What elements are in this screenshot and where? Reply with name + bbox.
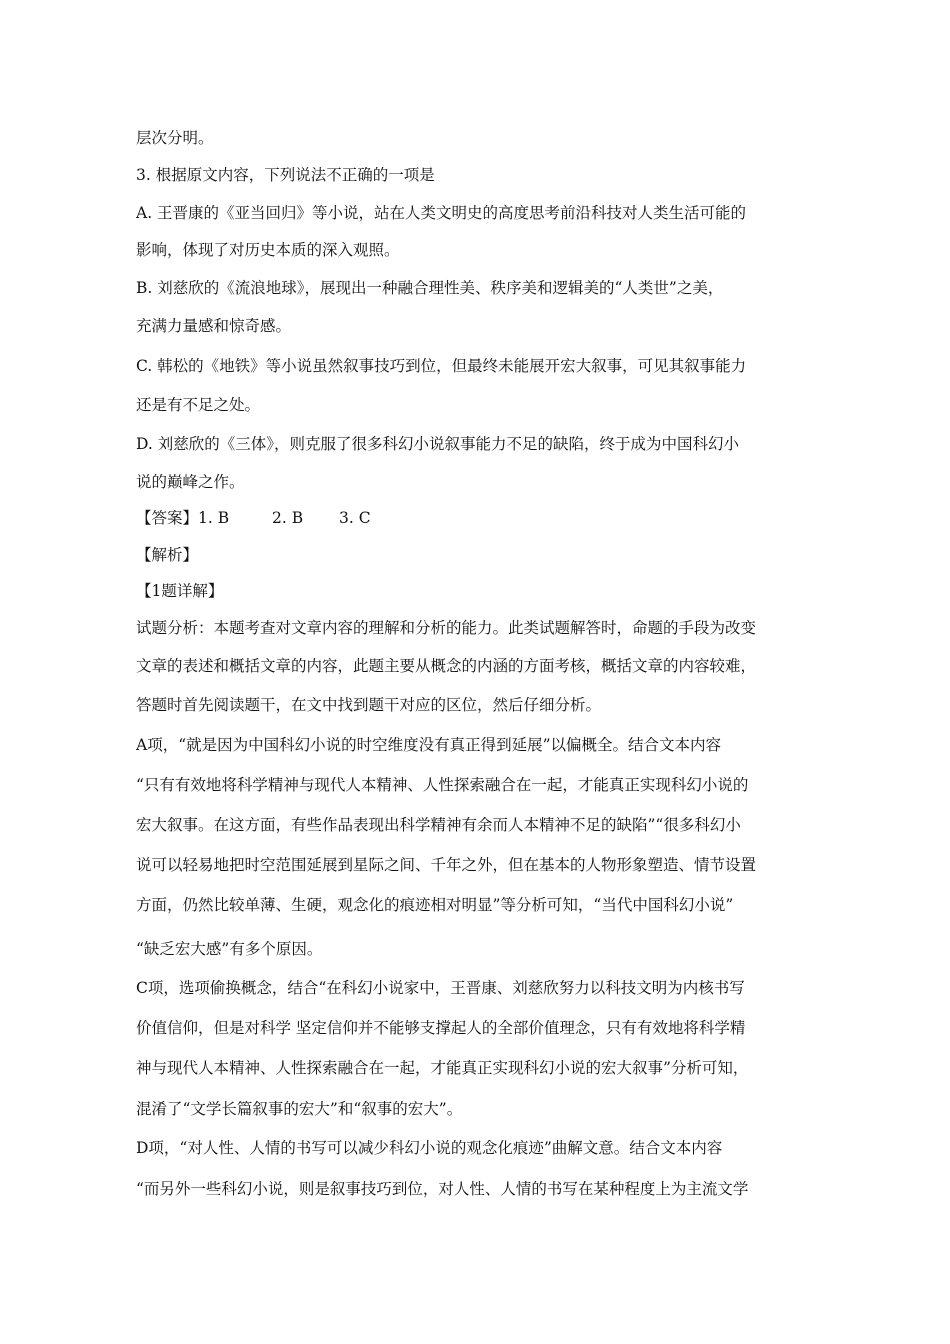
analysis-text-line: 文章的表述和概括文章的内容，此题主要从概念的内涵的方面考核，概括文章的内容较难， xyxy=(136,657,757,675)
analysis-text-line: “缺乏宏大感”有多个原因。 xyxy=(136,940,323,958)
option-c: C. 韩松的《地铁》等小说虽然叙事技巧到位，但最终未能展开宏大叙事，可见其叙事能力 xyxy=(136,357,747,375)
analysis-text-line: “而另外一些科幻小说，则是叙事技巧到位，对人性、人情的书写在某种程度上为主流文学 xyxy=(136,1180,749,1198)
analysis-text-line: 宏大叙事。在这方面，有些作品表现出科学精神有余而人本精神不足的缺陷”“很多科幻小 xyxy=(136,816,741,834)
analysis-text-line: 试题分析：本题考查对文章内容的理解和分析的能力。此类试题解答时，命题的手段为改变 xyxy=(136,619,757,637)
analysis-text-line: 答题时首先阅读题干，在文中找到题干对应的区位，然后仔细分析。 xyxy=(136,696,602,714)
option-c-cont: 还是有不足之处。 xyxy=(136,396,261,414)
answer-item-2: 2. B xyxy=(272,509,304,527)
option-b: B. 刘慈欣的《流浪地球》，展现出一种融合理性美、秩序美和逻辑美的“人类世”之美， xyxy=(136,279,724,297)
analysis-text-line: 神与现代人本精神、人性探索融合在一起，才能真正实现科幻小说的宏大叙事”分析可知， xyxy=(136,1059,749,1077)
analysis-text-line: 价值信仰，但是对科学 坚定信仰并不能够支撑起人的全部价值理念，只有有效地将科学精 xyxy=(136,1019,746,1037)
q1-detail-heading: 【1题详解】 xyxy=(136,582,224,600)
option-d: D. 刘慈欣的《三体》，则克服了很多科幻小说叙事能力不足的缺陷，终于成为中国科幻小 xyxy=(136,435,739,453)
option-b-cont: 充满力量感和惊奇感。 xyxy=(136,317,292,335)
item-d-analysis: D项，“对人性、人情的书写可以减少科幻小说的观念化痕迹”曲解文意。结合文本内容 xyxy=(136,1139,723,1157)
option-d-cont: 说的巅峰之作。 xyxy=(136,473,245,491)
item-a-analysis: A项，“就是因为中国科幻小说的时空维度没有真正得到延展”以偏概全。结合文本内容 xyxy=(136,736,722,754)
analysis-heading: 【解析】 xyxy=(136,546,199,564)
analysis-text-line: 方面，仍然比较单薄、生硬，观念化的痕迹相对明显”等分析可知，“当代中国科幻小说” xyxy=(136,896,734,914)
analysis-text-line: 说可以轻易地把时空范围延展到星际之间、千年之外，但在基本的人物形象塑造、情节设置 xyxy=(136,856,757,874)
question-3-stem: 3. 根据原文内容，下列说法不正确的一项是 xyxy=(136,166,435,184)
analysis-text-line: “只有有效地将科学精神与现代人本精神、人性探索融合在一起，才能真正实现科幻小说的 xyxy=(136,776,749,794)
answer-label: 【答案】1. B xyxy=(136,509,230,527)
answer-item-3: 3. C xyxy=(339,509,371,527)
analysis-text-line: 混淆了“文学长篇叙事的宏大”和“叙事的宏大”。 xyxy=(136,1100,463,1118)
option-a: A. 王晋康的《亚当回归》等小说，站在人类文明史的高度思考前沿科技对人类生活可能的 xyxy=(136,204,747,222)
text-line: 层次分明。 xyxy=(136,129,214,147)
item-c-analysis: C项，选项偷换概念，结合“在科幻小说家中，王晋康、刘慈欣努力以科技文明为内核书写 xyxy=(136,979,745,997)
option-a-cont: 影响，体现了对历史本质的深入观照。 xyxy=(136,241,400,259)
